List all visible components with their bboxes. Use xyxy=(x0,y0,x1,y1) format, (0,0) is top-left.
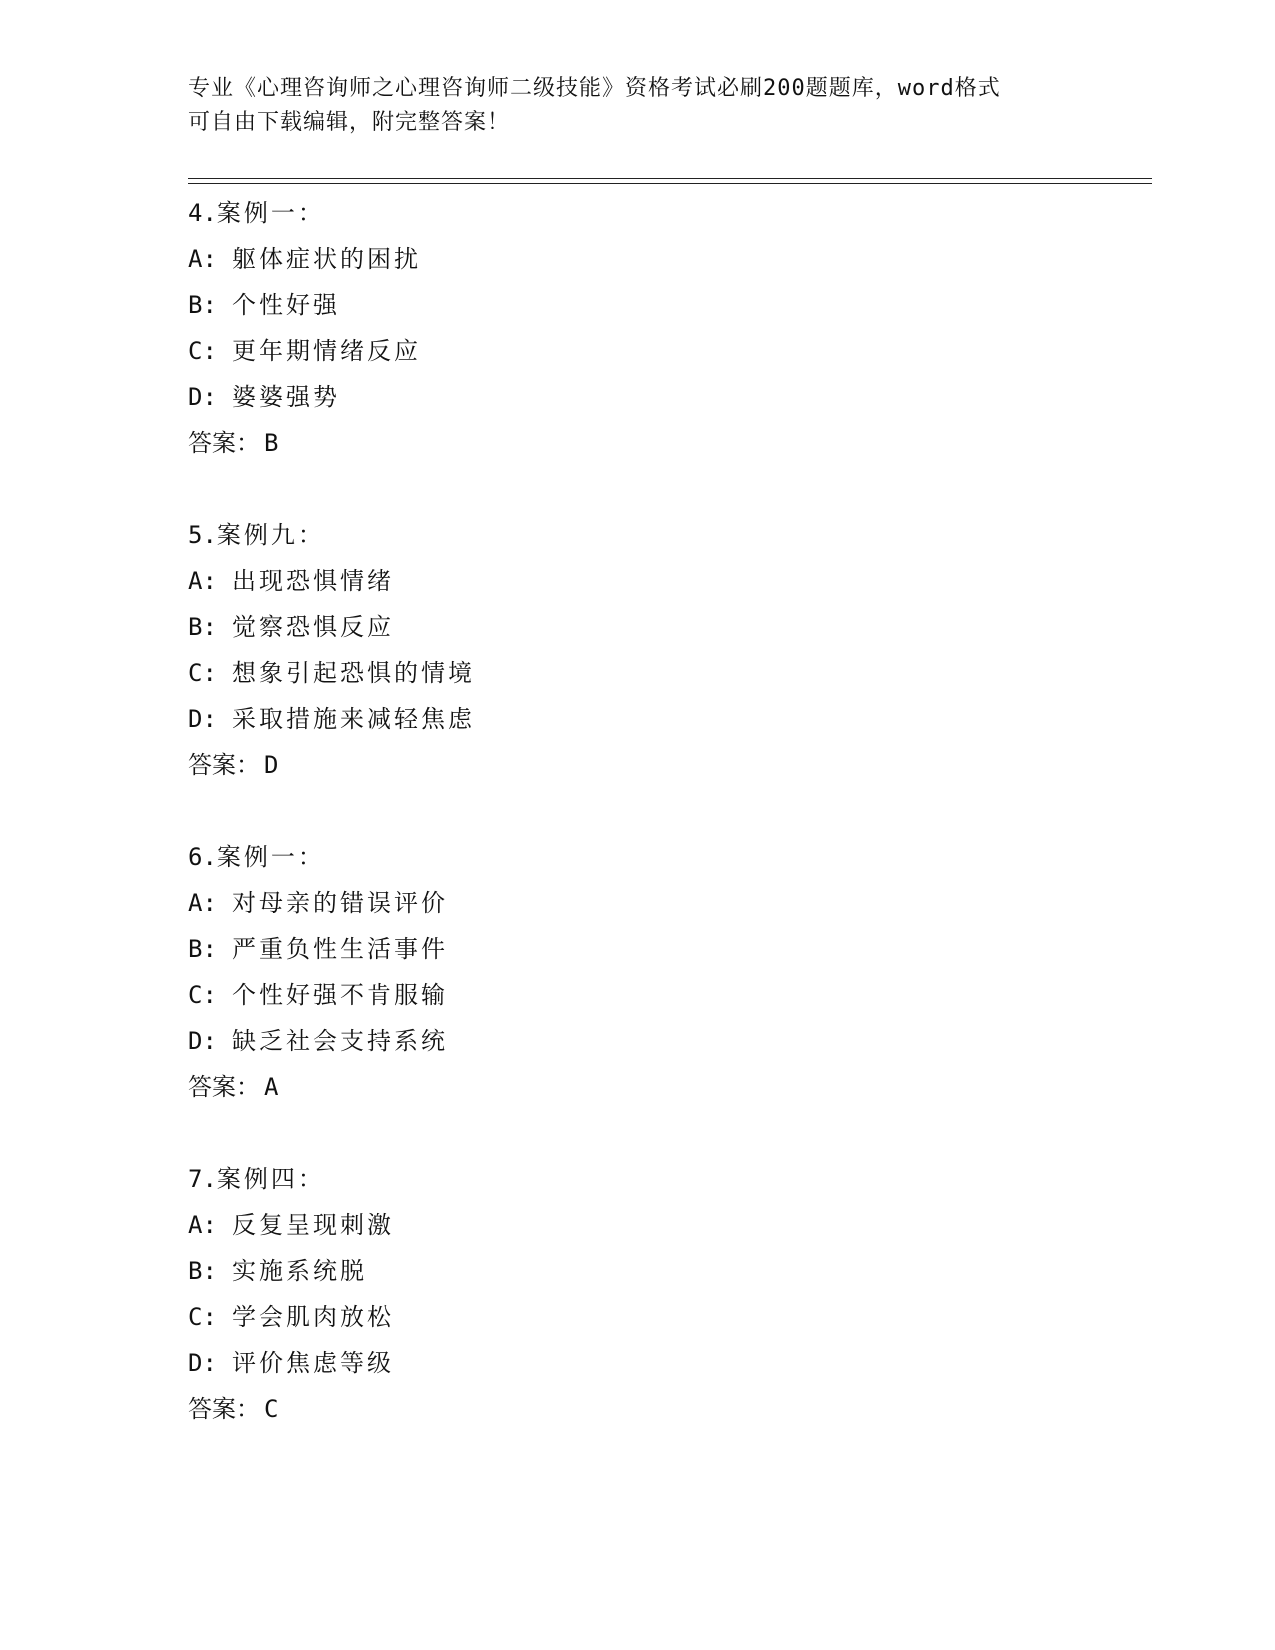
question-number: 6. xyxy=(188,843,217,871)
option-d xyxy=(188,696,1148,742)
option-d xyxy=(188,1018,1148,1064)
header-divider-top xyxy=(188,178,1152,179)
answer-label: 答案： xyxy=(188,751,260,779)
question-item xyxy=(188,1156,1148,1432)
option-text: 严重负性生活事件 xyxy=(232,935,448,963)
option-a xyxy=(188,558,1148,604)
question-title: 案例四： xyxy=(216,1165,325,1193)
question-number: 4. xyxy=(188,199,217,227)
question-item xyxy=(188,512,1148,788)
header-divider-bottom xyxy=(188,183,1152,184)
question-title: 案例一： xyxy=(216,199,325,227)
option-c xyxy=(188,972,1148,1018)
answer-line xyxy=(188,1064,1148,1110)
option-key: D: xyxy=(188,383,217,411)
option-key: C: xyxy=(188,1303,217,1331)
option-c xyxy=(188,650,1148,696)
option-a xyxy=(188,1202,1148,1248)
answer-label: 答案： xyxy=(188,1395,260,1423)
option-text: 更年期情绪反应 xyxy=(232,337,421,365)
option-key: A: xyxy=(188,567,217,595)
option-text: 采取措施来减轻焦虑 xyxy=(232,705,475,733)
option-key: A: xyxy=(188,1211,217,1239)
option-text: 个性好强不肯服输 xyxy=(232,981,448,1009)
option-text: 个性好强 xyxy=(232,291,340,319)
option-a xyxy=(188,880,1148,926)
option-b xyxy=(188,1248,1148,1294)
answer-line xyxy=(188,1386,1148,1432)
option-key: C: xyxy=(188,981,217,1009)
option-key: A: xyxy=(188,889,217,917)
document-header xyxy=(188,72,1088,140)
answer-label: 答案： xyxy=(188,429,260,457)
option-key: D: xyxy=(188,705,217,733)
answer-value: C xyxy=(264,1395,279,1423)
header-title-line-1: 专业《心理咨询师之心理咨询师二级技能》资格考试必刷200题题库，word格式 xyxy=(188,76,1001,101)
answer-label: 答案： xyxy=(188,1073,260,1101)
question-title: 案例一： xyxy=(216,843,325,871)
option-key: D: xyxy=(188,1027,217,1055)
option-text: 实施系统脱 xyxy=(232,1257,367,1285)
question-stem xyxy=(188,190,1148,236)
option-text: 缺乏社会支持系统 xyxy=(232,1027,448,1055)
question-stem xyxy=(188,512,1148,558)
option-key: A: xyxy=(188,245,217,273)
answer-line xyxy=(188,420,1148,466)
header-title-line-2: 可自由下载编辑，附完整答案！ xyxy=(188,110,511,135)
option-c xyxy=(188,328,1148,374)
question-list xyxy=(188,190,1148,1478)
option-key: C: xyxy=(188,659,217,687)
answer-value: B xyxy=(264,429,279,457)
question-item xyxy=(188,190,1148,466)
option-c xyxy=(188,1294,1148,1340)
option-key: B: xyxy=(188,935,217,963)
option-key: B: xyxy=(188,613,217,641)
option-a xyxy=(188,236,1148,282)
answer-line xyxy=(188,742,1148,788)
answer-value: D xyxy=(264,751,279,779)
option-text: 想象引起恐惧的情境 xyxy=(232,659,475,687)
question-number: 7. xyxy=(188,1165,217,1193)
option-d xyxy=(188,1340,1148,1386)
question-item xyxy=(188,834,1148,1110)
question-number: 5. xyxy=(188,521,217,549)
option-text: 学会肌肉放松 xyxy=(232,1303,394,1331)
option-b xyxy=(188,282,1148,328)
option-text: 评价焦虑等级 xyxy=(232,1349,394,1377)
option-b xyxy=(188,926,1148,972)
question-title: 案例九： xyxy=(216,521,325,549)
option-d xyxy=(188,374,1148,420)
option-text: 婆婆强势 xyxy=(232,383,340,411)
option-text: 对母亲的错误评价 xyxy=(232,889,448,917)
answer-value: A xyxy=(264,1073,279,1101)
option-text: 觉察恐惧反应 xyxy=(232,613,394,641)
question-stem xyxy=(188,1156,1148,1202)
option-key: C: xyxy=(188,337,217,365)
option-text: 反复呈现刺激 xyxy=(232,1211,394,1239)
option-b xyxy=(188,604,1148,650)
option-text: 躯体症状的困扰 xyxy=(232,245,421,273)
option-key: D: xyxy=(188,1349,217,1377)
option-text: 出现恐惧情绪 xyxy=(232,567,394,595)
question-stem xyxy=(188,834,1148,880)
option-key: B: xyxy=(188,291,217,319)
option-key: B: xyxy=(188,1257,217,1285)
